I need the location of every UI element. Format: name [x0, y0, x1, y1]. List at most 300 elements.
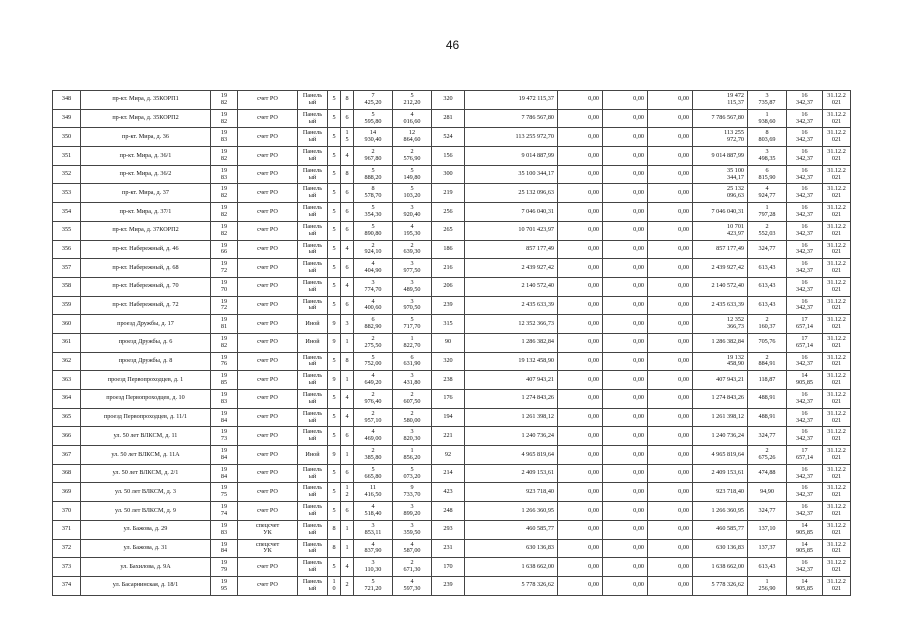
table-cell: 5 [328, 109, 341, 128]
table-cell: пр-кт. Мира, д. 37 [81, 184, 211, 203]
table-row [53, 128, 851, 147]
table-cell: 2 607,50 [393, 390, 432, 409]
table-cell: проезд Первопроходцев, д. 1 [81, 371, 211, 390]
table-cell: 0,00 [558, 352, 603, 371]
table-cell: 14 905,85 [787, 371, 823, 390]
table-cell: 5 103,20 [393, 184, 432, 203]
table-cell: 923 718,40 [693, 483, 748, 502]
table-cell: 1 638 662,00 [693, 558, 748, 577]
table-cell: 3 820,30 [393, 427, 432, 446]
table-cell: 5 890,80 [354, 221, 393, 240]
table-cell: 6 [341, 109, 354, 128]
table-cell: Иной [298, 446, 328, 465]
table-cell: 353 [53, 184, 81, 203]
table-cell: счет РО [238, 240, 298, 259]
table-row [53, 240, 851, 259]
table-cell: 0,00 [648, 464, 693, 483]
table-cell: 0,00 [603, 240, 648, 259]
table-cell: 31.12.2 021 [823, 520, 851, 539]
table-cell: 1 240 736,24 [693, 427, 748, 446]
table-cell: 5 [328, 464, 341, 483]
table-cell: 2 409 153,61 [465, 464, 558, 483]
table-cell: Панель ый [298, 352, 328, 371]
table-cell: 31.12.2 021 [823, 464, 851, 483]
table-cell: счет РО [238, 296, 298, 315]
table-cell: 0,00 [558, 109, 603, 128]
table-cell: Панель ый [298, 558, 328, 577]
table-cell: 5 [328, 390, 341, 409]
table-body [53, 91, 851, 596]
table-cell: счет РО [238, 427, 298, 446]
table-cell: счет РО [238, 464, 298, 483]
table-cell: Панель ый [298, 277, 328, 296]
table-cell: 31.12.2 021 [823, 109, 851, 128]
table-cell: 373 [53, 558, 81, 577]
table-cell: 5 [328, 128, 341, 147]
table-cell: 0,00 [648, 165, 693, 184]
table-cell: 354 [53, 203, 81, 222]
table-cell: 1 822,70 [393, 333, 432, 352]
table-cell: 8 [328, 539, 341, 558]
table-cell: 9 014 887,99 [693, 147, 748, 166]
table-cell: 19 132 458,90 [693, 352, 748, 371]
table-cell: счет РО [238, 165, 298, 184]
table-cell: ул. Бахилова, д. 9А [81, 558, 211, 577]
table-cell: 219 [432, 184, 465, 203]
table-cell: 94,90 [748, 483, 787, 502]
table-cell: Панель ый [298, 576, 328, 595]
table-cell: 6 [341, 203, 354, 222]
table-cell: 374 [53, 576, 81, 595]
table-cell: 5 665,80 [354, 464, 393, 483]
table-cell: 9 [328, 446, 341, 465]
table-cell: 474,88 [748, 464, 787, 483]
table-cell: 2 160,37 [748, 315, 787, 334]
table-cell: Панель ый [298, 240, 328, 259]
table-cell: 0,00 [648, 315, 693, 334]
table-row [53, 333, 851, 352]
table-cell: 239 [432, 296, 465, 315]
table-cell: 3 498,35 [748, 147, 787, 166]
table-cell: пр-кт. Мира, д. 36/2 [81, 165, 211, 184]
table-cell: 0,00 [648, 184, 693, 203]
table-cell: 613,43 [748, 277, 787, 296]
table-cell: спецсчет УК [238, 539, 298, 558]
table-cell: пр-кт. Набережный, д. 72 [81, 296, 211, 315]
table-cell: 6 [341, 502, 354, 521]
table-cell: пр-кт. Мира, д. 37/1 [81, 203, 211, 222]
table-cell: 488,91 [748, 408, 787, 427]
table-cell: 2 576,90 [393, 147, 432, 166]
table-cell: 0,00 [558, 91, 603, 110]
table-cell: 8 803,69 [748, 128, 787, 147]
table-cell: 324,77 [748, 240, 787, 259]
table-cell: 25 132 096,63 [693, 184, 748, 203]
table-cell: 35 100 344,17 [465, 165, 558, 184]
table-cell: 31.12.2 021 [823, 240, 851, 259]
table-cell: 320 [432, 91, 465, 110]
table-cell: 705,76 [748, 333, 787, 352]
table-cell: 19 83 [211, 520, 238, 539]
table-cell: 4 404,90 [354, 259, 393, 278]
table-cell: 0,00 [648, 502, 693, 521]
table-cell: 460 585,77 [693, 520, 748, 539]
table-cell: 0,00 [603, 352, 648, 371]
table-cell: 118,87 [748, 371, 787, 390]
table-cell: 0,00 [648, 408, 693, 427]
table-cell: 488,91 [748, 390, 787, 409]
table-cell: 369 [53, 483, 81, 502]
table-cell: 2 967,80 [354, 147, 393, 166]
table-cell: Панель ый [298, 502, 328, 521]
table-cell: 19 70 [211, 277, 238, 296]
table-cell: 3 110,30 [354, 558, 393, 577]
table-cell: ул. 50 лет ВЛКСМ, д. 11А [81, 446, 211, 465]
table-cell: 5 [328, 558, 341, 577]
table-cell: 0,00 [558, 427, 603, 446]
table-cell: 0,00 [603, 502, 648, 521]
table-cell: 14 905,85 [787, 520, 823, 539]
table-cell: 19 84 [211, 446, 238, 465]
table-cell: 630 136,83 [465, 539, 558, 558]
table-cell: 315 [432, 315, 465, 334]
table-cell: 3 359,50 [393, 520, 432, 539]
table-cell: 16 342,37 [787, 91, 823, 110]
table-cell: счет РО [238, 184, 298, 203]
table-cell: 16 342,37 [787, 390, 823, 409]
table-cell: счет РО [238, 221, 298, 240]
table-cell: 857 177,49 [693, 240, 748, 259]
table-cell: 1 [341, 371, 354, 390]
table-cell: спецсчет УК [238, 520, 298, 539]
table-cell: 4 [341, 558, 354, 577]
table-cell: 16 342,37 [787, 427, 823, 446]
table-cell: 352 [53, 165, 81, 184]
table-cell: 137,37 [748, 539, 787, 558]
table-cell: 19 82 [211, 333, 238, 352]
table-cell: 16 342,37 [787, 147, 823, 166]
table-cell: счет РО [238, 259, 298, 278]
table-cell: 19 82 [211, 184, 238, 203]
table-cell: 5 [328, 352, 341, 371]
table-cell: 356 [53, 240, 81, 259]
table-cell: 320 [432, 352, 465, 371]
table-cell: 0,00 [648, 371, 693, 390]
table-cell: 0,00 [603, 539, 648, 558]
table-cell: 4 597,30 [393, 576, 432, 595]
table-cell: Иной [298, 333, 328, 352]
table-cell: 0,00 [648, 352, 693, 371]
table-cell: 31.12.2 021 [823, 203, 851, 222]
table-row [53, 315, 851, 334]
table-cell: 16 342,37 [787, 221, 823, 240]
table-cell: 16 342,37 [787, 296, 823, 315]
table-cell: 31.12.2 021 [823, 408, 851, 427]
table-row [53, 464, 851, 483]
table-cell: Панель ый [298, 109, 328, 128]
table-cell: 16 342,37 [787, 203, 823, 222]
table-cell: Панель ый [298, 184, 328, 203]
table-cell: 1 938,60 [748, 109, 787, 128]
table-cell: 4 965 819,64 [465, 446, 558, 465]
table-cell: 0,00 [603, 277, 648, 296]
table-cell: 92 [432, 446, 465, 465]
table-cell: Иной [298, 315, 328, 334]
table-cell: 4 [341, 277, 354, 296]
table-cell: 4 [341, 390, 354, 409]
table-cell: 300 [432, 165, 465, 184]
table-cell: 31.12.2 021 [823, 128, 851, 147]
table-cell: Панель ый [298, 539, 328, 558]
table-cell: 0,00 [648, 520, 693, 539]
table-cell: 31.12.2 021 [823, 91, 851, 110]
table-cell: ул. Бажова, д. 29 [81, 520, 211, 539]
table-cell: 5 888,20 [354, 165, 393, 184]
table-cell: 2 639,30 [393, 240, 432, 259]
table-row [53, 259, 851, 278]
table-cell: 2 957,10 [354, 408, 393, 427]
table-cell: 19 72 [211, 259, 238, 278]
table-cell: 25 132 096,63 [465, 184, 558, 203]
table-cell: 1 266 360,95 [465, 502, 558, 521]
table-cell: 0,00 [603, 109, 648, 128]
table-cell: 231 [432, 539, 465, 558]
table-cell: 5 [328, 221, 341, 240]
table-cell: 19 132 458,90 [465, 352, 558, 371]
table-cell: 0,00 [603, 296, 648, 315]
table-row [53, 408, 851, 427]
table-cell: 350 [53, 128, 81, 147]
table-cell: пр-кт. Мира, д. 35КОРП2 [81, 109, 211, 128]
table-row [53, 147, 851, 166]
table-cell: 0,00 [603, 558, 648, 577]
table-cell: 365 [53, 408, 81, 427]
table-cell: 5 [328, 277, 341, 296]
table-cell: 5 [328, 483, 341, 502]
table-cell: 256 [432, 203, 465, 222]
table-cell: 359 [53, 296, 81, 315]
table-cell: 1 [341, 539, 354, 558]
table-cell: проезд Первопроходцев, д. 10 [81, 390, 211, 409]
table-cell: 367 [53, 446, 81, 465]
table-cell: 0,00 [603, 128, 648, 147]
table-cell: 4 837,90 [354, 539, 393, 558]
table-cell: 206 [432, 277, 465, 296]
table-cell: счет РО [238, 277, 298, 296]
table-cell: 1 2 [341, 483, 354, 502]
table-cell: 6 882,90 [354, 315, 393, 334]
table-cell: 324,77 [748, 427, 787, 446]
table-cell: 16 342,37 [787, 165, 823, 184]
table-cell: 2 671,30 [393, 558, 432, 577]
table-row [53, 576, 851, 595]
table-cell: 5 [328, 502, 341, 521]
table-cell: 6 [341, 221, 354, 240]
table-cell: 19 84 [211, 408, 238, 427]
table-cell: 8 [328, 520, 341, 539]
table-cell: 19 95 [211, 576, 238, 595]
table-cell: 239 [432, 576, 465, 595]
table-cell: 0,00 [603, 203, 648, 222]
table-cell: 0,00 [558, 147, 603, 166]
table-cell: 19 84 [211, 539, 238, 558]
table-cell: 0,00 [603, 333, 648, 352]
table-cell: 2 924,10 [354, 240, 393, 259]
table-cell: 5 354,30 [354, 203, 393, 222]
table-cell: 9 [328, 333, 341, 352]
table-cell: счет РО [238, 315, 298, 334]
table-cell: 19 472 115,37 [693, 91, 748, 110]
table-cell: 360 [53, 315, 81, 334]
table-cell: пр-кт. Набережный, д. 70 [81, 277, 211, 296]
table-cell: 19 82 [211, 203, 238, 222]
table-cell: 19 84 [211, 464, 238, 483]
table-cell: 364 [53, 390, 81, 409]
table-cell: 19 66 [211, 240, 238, 259]
table-cell: 16 342,37 [787, 464, 823, 483]
table-cell: 3 899,20 [393, 502, 432, 521]
table-cell: Панель ый [298, 147, 328, 166]
table-cell: 5 [328, 184, 341, 203]
table-cell: 113 255 972,70 [465, 128, 558, 147]
table-cell: 248 [432, 502, 465, 521]
table-cell: 31.12.2 021 [823, 539, 851, 558]
table-cell: 3 431,80 [393, 371, 432, 390]
table-cell: 156 [432, 147, 465, 166]
table-cell: 7 046 040,31 [465, 203, 558, 222]
table-cell: счет РО [238, 446, 298, 465]
table-cell: 4 [341, 147, 354, 166]
table-cell: 0,00 [648, 427, 693, 446]
table-cell: 524 [432, 128, 465, 147]
table-cell: Панель ый [298, 221, 328, 240]
table-cell: Панель ый [298, 464, 328, 483]
table-cell: 1 [341, 446, 354, 465]
table-cell: 90 [432, 333, 465, 352]
table-cell: 1 266 360,95 [693, 502, 748, 521]
table-cell: 363 [53, 371, 81, 390]
table-cell: 194 [432, 408, 465, 427]
table-cell: 7 786 567,80 [693, 109, 748, 128]
table-cell: 1 261 398,12 [465, 408, 558, 427]
table-cell: 0,00 [603, 91, 648, 110]
table-cell: 8 [341, 165, 354, 184]
table-cell: 0,00 [648, 91, 693, 110]
table-cell: 9 [328, 371, 341, 390]
table-cell: 4 [341, 408, 354, 427]
table-cell: 7 786 567,80 [465, 109, 558, 128]
table-cell: 0,00 [558, 502, 603, 521]
table-cell: 19 83 [211, 128, 238, 147]
table-cell: 2 140 572,40 [465, 277, 558, 296]
table-cell: 366 [53, 427, 81, 446]
table-cell: 368 [53, 464, 81, 483]
table-cell: 5 [328, 408, 341, 427]
table-cell: 0,00 [648, 576, 693, 595]
table-cell: пр-кт. Мира, д. 36 [81, 128, 211, 147]
table-cell: 19 81 [211, 315, 238, 334]
table-cell: 31.12.2 021 [823, 483, 851, 502]
table-cell: 5 752,00 [354, 352, 393, 371]
table-cell: 0,00 [558, 240, 603, 259]
table-cell: ул. Басарнинская, д. 18/1 [81, 576, 211, 595]
table-row [53, 165, 851, 184]
table-cell: 17 657,14 [787, 333, 823, 352]
table-cell: 5 [328, 259, 341, 278]
table-cell: 0,00 [648, 128, 693, 147]
table-cell: 17 657,14 [787, 446, 823, 465]
table-cell: 19 75 [211, 483, 238, 502]
table-cell: 12 352 366,73 [693, 315, 748, 334]
table-cell: счет РО [238, 390, 298, 409]
table-cell: 460 585,77 [465, 520, 558, 539]
table-cell: 362 [53, 352, 81, 371]
table-cell: 5 073,20 [393, 464, 432, 483]
table-cell: 0,00 [558, 390, 603, 409]
table-cell: 3 853,11 [354, 520, 393, 539]
table-row [53, 520, 851, 539]
housing-repair-table [52, 90, 851, 596]
table-cell: 8 578,70 [354, 184, 393, 203]
table-cell: 31.12.2 021 [823, 277, 851, 296]
table-cell: 4 016,60 [393, 109, 432, 128]
table-cell: 16 342,37 [787, 352, 823, 371]
table-cell: 3 977,50 [393, 259, 432, 278]
table-cell: 1 261 398,12 [693, 408, 748, 427]
table-cell: 4 [341, 240, 354, 259]
table-cell: Панель ый [298, 483, 328, 502]
table-cell: 2 409 153,61 [693, 464, 748, 483]
table-cell: ул. Бажова, д. 31 [81, 539, 211, 558]
table-cell: 4 965 819,64 [693, 446, 748, 465]
table-cell: 19 73 [211, 427, 238, 446]
table-row [53, 184, 851, 203]
table-cell: 5 [328, 165, 341, 184]
table-cell: счет РО [238, 128, 298, 147]
table-row [53, 427, 851, 446]
table-cell: 351 [53, 147, 81, 166]
table-cell: 0,00 [603, 427, 648, 446]
table-cell: 1 797,28 [748, 203, 787, 222]
table-cell: 31.12.2 021 [823, 352, 851, 371]
table-cell: счет РО [238, 91, 298, 110]
table-cell: 1 5 [341, 128, 354, 147]
table-cell: 19 83 [211, 165, 238, 184]
table-cell: 16 342,37 [787, 277, 823, 296]
table-row [53, 109, 851, 128]
table-cell: 358 [53, 277, 81, 296]
table-cell: 19 82 [211, 147, 238, 166]
table-cell: 7 046 040,31 [693, 203, 748, 222]
table-row [53, 277, 851, 296]
table-cell: счет РО [238, 109, 298, 128]
table-cell: 613,43 [748, 296, 787, 315]
table-cell: пр-кт. Набережный, д. 68 [81, 259, 211, 278]
table-cell: 5 149,80 [393, 165, 432, 184]
table-cell: 0,00 [603, 184, 648, 203]
table-row [53, 483, 851, 502]
table-cell: 16 342,37 [787, 109, 823, 128]
table-cell: 1 286 382,84 [465, 333, 558, 352]
table-cell: 2 675,26 [748, 446, 787, 465]
table-cell: 1 0 [328, 576, 341, 595]
table-cell: 0,00 [648, 446, 693, 465]
table-cell: 170 [432, 558, 465, 577]
table-cell: 361 [53, 333, 81, 352]
table-cell: 0,00 [603, 576, 648, 595]
table-cell: 0,00 [558, 371, 603, 390]
table-cell: 1 638 662,00 [465, 558, 558, 577]
